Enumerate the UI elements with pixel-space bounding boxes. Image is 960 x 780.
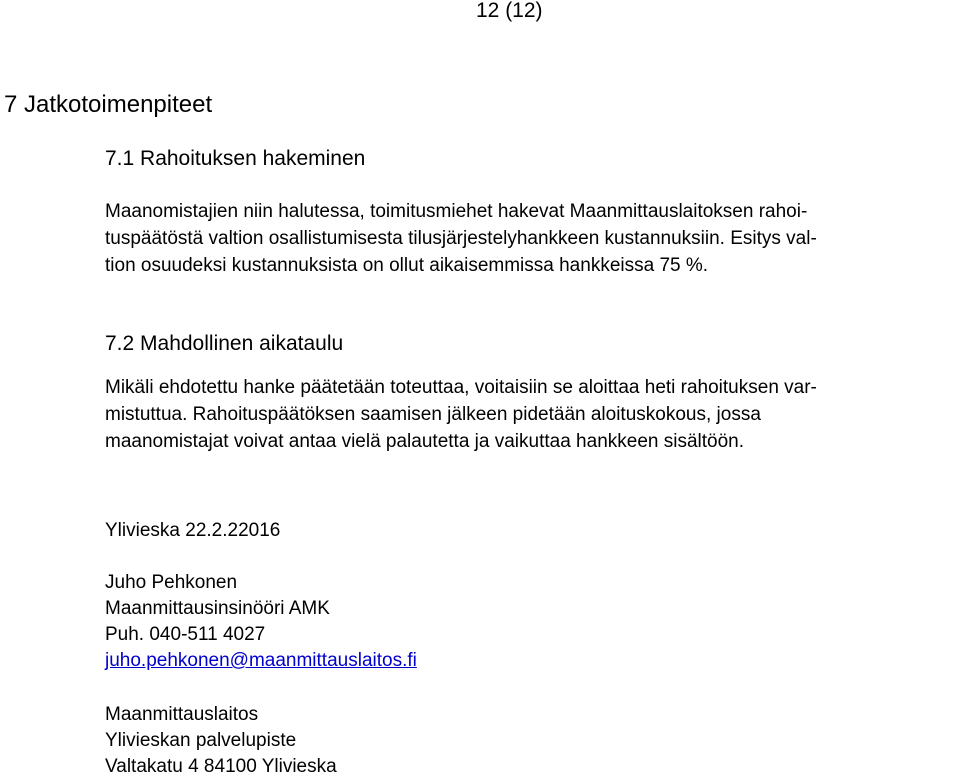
organization-address: Valtakatu 4 84100 Ylivieska: [105, 756, 337, 777]
place-date: Ylivieska 22.2.22016: [105, 520, 281, 541]
paragraph-line: tion osuudeksi kustannuksista on ollut aikaisemmissa hankkeissa 75 %.: [105, 254, 709, 276]
paragraph-line: mistuttua. Rahoituspäätöksen saamisen jälkeen pidetään aloituskokous, jossa: [105, 403, 761, 425]
organization-office: Ylivieskan palvelupiste: [105, 730, 297, 751]
paragraph-line: maanomistajat voivat antaa vielä palautetta ja vaikuttaa hankkeen sisältöön.: [105, 430, 745, 452]
signer-name: Juho Pehkonen: [105, 572, 238, 593]
email-link[interactable]: juho.pehkonen@maanmittauslaitos.fi: [105, 650, 417, 671]
paragraph-line: Maanomistajien niin halutessa, toimitusmiehet hakevat Maanmittauslaitoksen rahoi-: [105, 201, 808, 222]
paragraph-line: tuspäätöstä valtion osallistumisesta tilusjärjestelyhankkeen kustannuksiin. Esitys val-: [105, 227, 817, 249]
organization-name: Maanmittauslaitos: [105, 704, 259, 725]
page-number: 12 (12): [476, 0, 543, 22]
subsection-heading-funding: 7.1 Rahoituksen hakeminen: [105, 147, 366, 170]
paragraph-line: Mikäli ehdotettu hanke päätetään toteuttaa, voitaisiin se aloittaa heti rahoituksen var-: [105, 377, 817, 398]
subsection-heading-schedule: 7.2 Mahdollinen aikataulu: [105, 332, 344, 355]
paragraph-schedule: [105, 375, 950, 455]
section-heading: 7 Jatkotoimenpiteet: [4, 91, 213, 118]
signer-title: Maanmittausinsinööri AMK: [105, 598, 330, 619]
signer-phone: Puh. 040-511 4027: [105, 624, 266, 645]
paragraph-funding: [105, 199, 950, 279]
